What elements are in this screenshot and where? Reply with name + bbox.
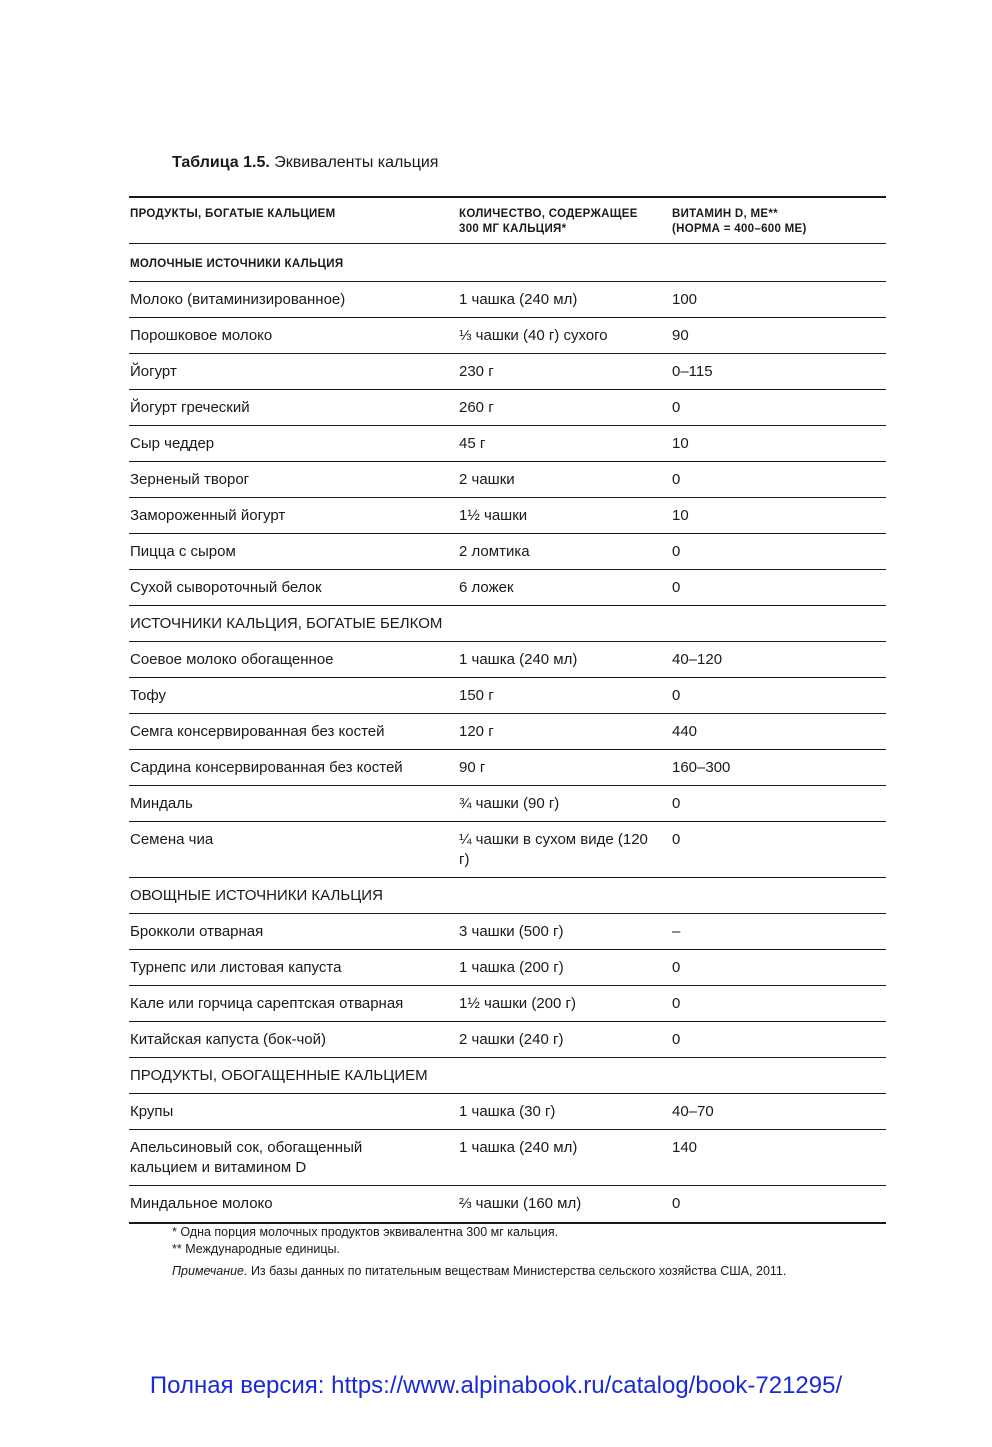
caption-lead: Таблица 1.5. xyxy=(172,154,270,171)
header-products: ПРОДУКТЫ, БОГАТЫЕ КАЛЬЦИЕМ xyxy=(130,208,336,220)
section-title: ИСТОЧНИКИ КАЛЬЦИЯ, БОГАТЫЕ БЕЛКОМ xyxy=(130,615,443,632)
table-row xyxy=(129,1130,886,1186)
product-cell: Йогурт xyxy=(130,363,177,380)
table-row xyxy=(129,318,886,354)
table-row xyxy=(129,714,886,750)
amount-cell: 2 чашки xyxy=(459,471,515,488)
vitamin-d-cell: 0 xyxy=(672,579,681,596)
vitamin-d-cell: 0 xyxy=(672,471,681,488)
table-row xyxy=(129,950,886,986)
vitamin-d-cell: 160–300 xyxy=(672,759,731,776)
table-row xyxy=(129,1022,886,1058)
vitamin-d-cell: 0 xyxy=(672,399,681,416)
table-row xyxy=(129,570,886,606)
vitamin-d-cell: 0 xyxy=(672,795,681,812)
vitamin-d-cell: 100 xyxy=(672,291,698,308)
vitamin-d-cell: 0 xyxy=(672,687,681,704)
table-row xyxy=(129,986,886,1022)
table-row xyxy=(129,786,886,822)
caption-text: Эквиваленты кальция xyxy=(274,154,439,171)
amount-cell: 1½ чашки (200 г) xyxy=(459,995,576,1012)
product-cell: Крупы xyxy=(130,1103,174,1120)
amount-cell: 2 ломтика xyxy=(459,543,530,560)
header-vitd-line1: ВИТАМИН D, МЕ** xyxy=(672,208,778,220)
calcium-table xyxy=(129,196,886,1224)
vitamin-d-cell: 0 xyxy=(672,1031,681,1048)
vitamin-d-cell: 0 xyxy=(672,831,681,848)
footnote-1: * Одна порция молочных продуктов эквивалентна 300 мг кальция. xyxy=(172,1225,559,1239)
amount-cell: ¾ чашки (90 г) xyxy=(459,795,560,812)
footnote-2: ** Международные единицы. xyxy=(172,1242,341,1256)
amount-cell: 45 г xyxy=(459,435,486,452)
remark xyxy=(172,1263,786,1280)
header-amount-line1: КОЛИЧЕСТВО, СОДЕРЖАЩЕЕ xyxy=(459,208,638,220)
amount-cell: 2 чашки (240 г) xyxy=(459,1031,564,1048)
product-cell: Китайская капуста (бок-чой) xyxy=(130,1031,326,1048)
table-row xyxy=(129,678,886,714)
product-cell: Сардина консервированная без костей xyxy=(130,759,403,776)
vitamin-d-cell: 440 xyxy=(672,723,698,740)
amount-cell: 1 чашка (200 г) xyxy=(459,959,564,976)
product-cell: Тофу xyxy=(130,687,167,704)
remark-text: Из базы данных по питательным веществам Министерства сельского хозяйства США, 2011. xyxy=(247,1264,787,1278)
header-vitamin-d xyxy=(671,198,886,243)
footnotes xyxy=(172,1224,786,1280)
vitamin-d-cell: 0 xyxy=(672,543,681,560)
table-row xyxy=(129,534,886,570)
section-row-vegetables xyxy=(129,878,886,914)
product-cell: Молоко (витаминизированное) xyxy=(130,291,346,308)
amount-cell: 120 г xyxy=(459,723,494,740)
table-row xyxy=(129,354,886,390)
amount-cell: 6 ложек xyxy=(459,579,514,596)
section-row-protein xyxy=(129,606,886,642)
amount-cell: 1 чашка (30 г) xyxy=(459,1103,556,1120)
table-row xyxy=(129,822,886,878)
vitamin-d-cell: 140 xyxy=(672,1139,698,1156)
product-cell: Миндаль xyxy=(130,795,193,812)
header-vitd-line2: (НОРМА = 400–600 МЕ) xyxy=(672,223,807,235)
product-cell: Сыр чеддер xyxy=(130,435,215,452)
vitamin-d-cell: 0 xyxy=(672,959,681,976)
vitamin-d-cell: 40–70 xyxy=(672,1103,714,1120)
vitamin-d-cell: 0 xyxy=(672,995,681,1012)
product-cell: Брокколи отварная xyxy=(130,923,264,940)
vitamin-d-cell: 10 xyxy=(672,435,689,452)
header-amount-line2: 300 МГ КАЛЬЦИЯ* xyxy=(459,223,567,235)
vitamin-d-cell: 10 xyxy=(672,507,689,524)
product-cell: Зерненый творог xyxy=(130,471,250,488)
vitamin-d-cell: 40–120 xyxy=(672,651,723,668)
amount-cell: 260 г xyxy=(459,399,494,416)
header-amount xyxy=(458,198,671,243)
amount-cell: 230 г xyxy=(459,363,494,380)
vitamin-d-cell: 0–115 xyxy=(672,363,713,380)
amount-cell: ¼ чашки в сухом виде (120 г) xyxy=(459,831,648,868)
table-row xyxy=(129,462,886,498)
product-cell: Апельсиновый сок, обогащенный кальцием и витамином D xyxy=(130,1139,363,1176)
product-cell: Порошковое молоко xyxy=(130,327,273,344)
table-row xyxy=(129,750,886,786)
section-row-fortified xyxy=(129,1058,886,1094)
table-row xyxy=(129,498,886,534)
product-cell: Кале или горчица сарептская отварная xyxy=(130,995,404,1012)
product-cell: Турнепс или листовая капуста xyxy=(130,959,342,976)
amount-cell: 90 г xyxy=(459,759,486,776)
amount-cell: 1½ чашки xyxy=(459,507,528,524)
product-cell: Сухой сывороточный белок xyxy=(130,579,322,596)
amount-cell: 1 чашка (240 мл) xyxy=(459,291,578,308)
amount-cell: 150 г xyxy=(459,687,494,704)
table-row xyxy=(129,426,886,462)
table-caption xyxy=(172,152,438,174)
section-row-dairy xyxy=(129,244,886,282)
amount-cell: 1 чашка (240 мл) xyxy=(459,651,578,668)
amount-cell: 1 чашка (240 мл) xyxy=(459,1139,578,1156)
amount-cell: 3 чашки (500 г) xyxy=(459,923,564,940)
product-cell: Замороженный йогурт xyxy=(130,507,286,524)
product-cell: Семена чиа xyxy=(130,831,214,848)
product-cell: Йогурт греческий xyxy=(130,399,250,416)
product-cell: Миндальное молоко xyxy=(130,1195,273,1212)
vitamin-d-cell: 0 xyxy=(672,1195,681,1212)
amount-cell: ⅓ чашки (40 г) сухого xyxy=(459,327,608,344)
product-cell: Семга консервированная без костей xyxy=(130,723,385,740)
table-row xyxy=(129,390,886,426)
full-version-link[interactable]: Полная версия: https://www.alpinabook.ru/catalog/book-721295/ xyxy=(149,1372,843,1399)
table-header-row xyxy=(129,198,886,244)
amount-cell: ⅔ чашки (160 мл) xyxy=(459,1195,582,1212)
table-row xyxy=(129,642,886,678)
table-row xyxy=(129,282,886,318)
product-cell: Пицца с сыром xyxy=(130,543,236,560)
vitamin-d-cell: – xyxy=(672,923,681,940)
vitamin-d-cell: 90 xyxy=(672,327,689,344)
section-title: ПРОДУКТЫ, ОБОГАЩЕННЫЕ КАЛЬЦИЕМ xyxy=(130,1067,428,1084)
table-row xyxy=(129,1094,886,1130)
section-title: МОЛОЧНЫЕ ИСТОЧНИКИ КАЛЬЦИЯ xyxy=(130,258,344,270)
table-row xyxy=(129,914,886,950)
table-row xyxy=(129,1186,886,1222)
product-cell: Соевое молоко обогащенное xyxy=(130,651,334,668)
remark-label: Примечание. xyxy=(172,1264,248,1278)
section-title: ОВОЩНЫЕ ИСТОЧНИКИ КАЛЬЦИЯ xyxy=(130,887,383,904)
